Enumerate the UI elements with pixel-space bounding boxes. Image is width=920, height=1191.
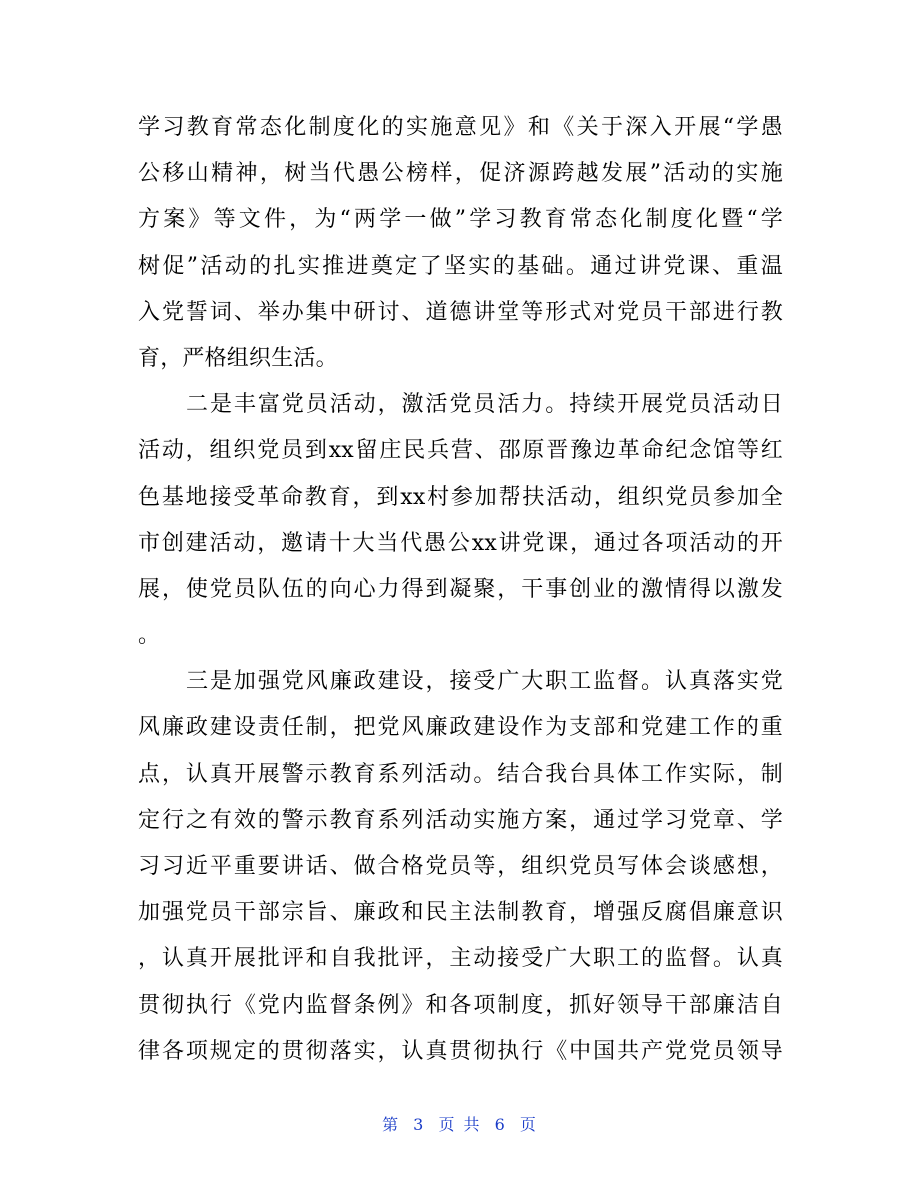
text-line: 市创建活动，邀请十大当代愚公xx讲党课，通过各项活动的开 [138, 530, 783, 556]
text-line: 色基地接受革命教育，到xx村参加帮扶活动，组织党员参加全 [138, 484, 783, 510]
text-line: 育，严格组织生活。 [138, 345, 338, 371]
text-line: 贯彻执行《党内监督条例》和各项制度，抓好领导干部廉洁自 [138, 992, 783, 1018]
paragraph-start-line: 二是丰富党员活动，激活党员活力。持续开展党员活动日 [186, 392, 783, 418]
footer-page-number: 3 [413, 1115, 426, 1134]
text-line: 方案》等文件，为“两学一做”学习教育常态化制度化暨“学 [138, 207, 783, 233]
footer-prefix: 第 [382, 1115, 401, 1134]
text-line: 律各项规定的贯彻落实，认真贯彻执行《中国共产党党员领导 [138, 1038, 783, 1064]
footer-suffix: 页 [519, 1115, 538, 1134]
text-line: 。 [138, 623, 161, 649]
text-line: 展，使党员队伍的向心力得到凝聚，干事创业的激情得以激发 [138, 576, 783, 602]
text-line: ，认真开展批评和自我批评，主动接受广大职工的监督。认真 [138, 946, 783, 972]
page-footer [0, 1112, 920, 1135]
text-line: 习习近平重要讲话、做合格党员等，组织党员写体会谈感想， [138, 854, 783, 879]
text-line: 树促”活动的扎实推进奠定了坚实的基础。通过讲党课、重温 [138, 253, 783, 279]
text-line: 加强党员干部宗旨、廉政和民主法制教育，增强反腐倡廉意识 [138, 900, 783, 926]
footer-total-pages: 6 [494, 1115, 507, 1134]
text-line: 定行之有效的警示教育系列活动实施方案，通过学习党章、学 [138, 807, 783, 833]
text-line: 公移山精神，树当代愚公榜样，促济源跨越发展”活动的实施 [138, 161, 783, 187]
text-line: 入党誓词、举办集中研讨、道德讲堂等形式对党员干部进行教 [138, 299, 783, 325]
text-line: 点，认真开展警示教育系列活动。结合我台具体工作实际，制 [138, 761, 783, 787]
body-text [138, 105, 783, 1075]
text-line: 学习教育常态化制度化的实施意见》和《关于深入开展“学愚 [138, 115, 783, 140]
text-line: 活动，组织党员到xx留庄民兵营、邵原晋豫边革命纪念馆等红 [138, 438, 783, 464]
footer-middle: 页 共 [438, 1115, 482, 1134]
text-line: 风廉政建设责任制，把党风廉政建设作为支部和党建工作的重 [138, 715, 783, 741]
paragraph-start-line: 三是加强党风廉政建设，接受广大职工监督。认真落实党 [186, 669, 783, 695]
